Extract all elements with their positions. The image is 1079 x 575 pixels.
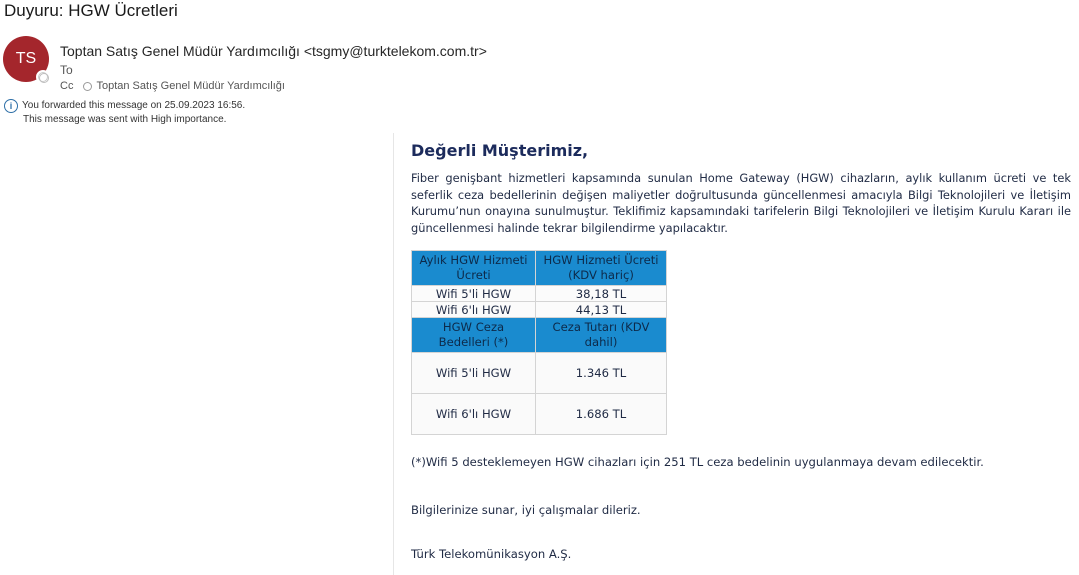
cc-recipient[interactable]: Toptan Satış Genel Müdür Yardımcılığı <box>96 80 285 92</box>
table-cell: 44,13 TL <box>536 302 667 318</box>
info-bar <box>4 99 245 127</box>
body-paragraph: Fiber genişbant hizmetleri kapsamında sunulan Home Gateway (HGW) cihazların, aylık kullanım ücreti ve tek seferlik ceza bedellerinin değişen maliyetler doğrultusunda güncellenmesi amacıyla Bilgi Teknolojileri ve İletişim Kurumu’nun onayına sunulmuştur. Teklifimiz kapsamındaki tarifelerin Bilgi Teknolojileri ve İletişim Kurulu Kararı ile güncellenmesi halinde tekrar bilgilendirme yapılacaktır. <box>411 171 1071 235</box>
table-row <box>412 302 667 318</box>
table-header-cell: Aylık HGW Hizmeti Ücreti <box>412 251 536 286</box>
presence-status-icon <box>36 70 50 84</box>
sender-name[interactable]: Toptan Satış Genel Müdür Yardımcılığı <tsgmy@turktelekom.com.tr> <box>60 43 487 59</box>
fee-table <box>411 250 667 435</box>
table-cell: Wifi 5'li HGW <box>412 353 536 394</box>
table-cell: Wifi 5'li HGW <box>412 286 536 302</box>
greeting: Değerli Müşterimiz, <box>411 141 589 160</box>
message-body <box>411 141 1071 561</box>
table-cell: 38,18 TL <box>536 286 667 302</box>
importance-info: This message was sent with High importance. <box>23 114 227 125</box>
footnote: (*)Wifi 5 desteklemeyen HGW cihazları için 251 TL ceza bedelinin uygulanmaya devam edilecektir. <box>411 455 984 469</box>
to-label: To <box>60 63 73 77</box>
table-header-row <box>412 251 667 286</box>
table-cell: Wifi 6'lı HGW <box>412 302 536 318</box>
cc-line <box>60 80 285 92</box>
cc-label: Cc <box>60 80 74 92</box>
table-header-cell: Ceza Tutarı (KDV dahil) <box>536 318 667 353</box>
table-cell: Wifi 6'lı HGW <box>412 394 536 435</box>
avatar-initials: TS <box>15 50 37 67</box>
cc-presence-icon <box>83 82 92 91</box>
table-cell: 1.686 TL <box>536 394 667 435</box>
table-header-cell: HGW Ceza Bedelleri (*) <box>412 318 536 353</box>
table-row <box>412 394 667 435</box>
closing-line: Bilgilerinize sunar, iyi çalışmalar dileriz. <box>411 503 641 517</box>
table-cell: 1.346 TL <box>536 353 667 394</box>
body-divider <box>393 133 394 575</box>
table-header-cell: HGW Hizmeti Ücreti (KDV hariç) <box>536 251 667 286</box>
forwarded-info: You forwarded this message on 25.09.2023 16:56. <box>22 100 246 111</box>
table-header-row <box>412 318 667 353</box>
table-row <box>412 286 667 302</box>
table-row <box>412 353 667 394</box>
info-icon: i <box>4 99 18 113</box>
email-subject: Duyuru: HGW Ücretleri <box>4 1 178 20</box>
signature: Türk Telekomünikasyon A.Ş. <box>411 547 572 561</box>
